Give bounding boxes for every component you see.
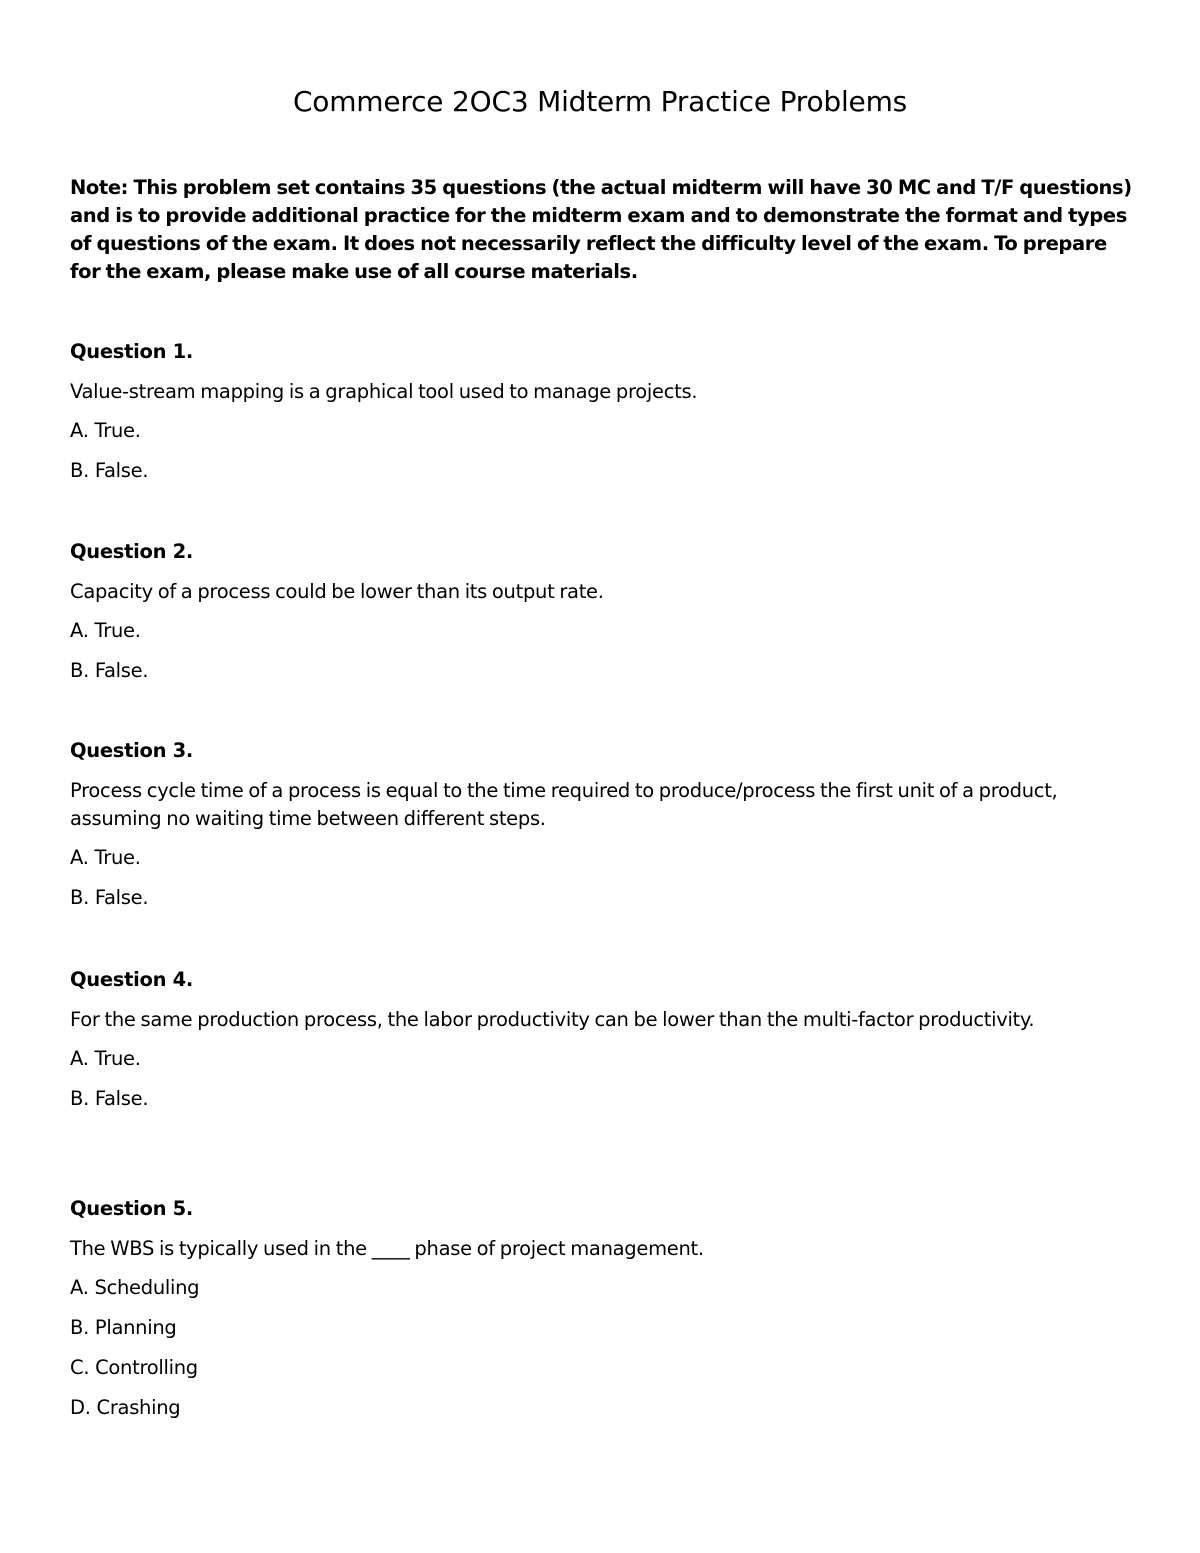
page-title: Commerce 2OC3 Midterm Practice Problems (292, 85, 908, 118)
question-text: Value-stream mapping is a graphical tool used to manage projects. (70, 380, 698, 403)
answer-option-b: B. False. (70, 886, 149, 909)
question-3 (70, 738, 1135, 924)
answer-option-c: C. Controlling (70, 1356, 198, 1379)
question-2 (70, 539, 1135, 697)
question-heading: Question 1. (70, 340, 194, 363)
answer-option-d: D. Crashing (70, 1396, 181, 1419)
question-4 (70, 967, 1135, 1125)
answer-option-a: A. True. (70, 619, 141, 642)
question-heading: Question 5. (70, 1197, 194, 1220)
question-text: Process cycle time of a process is equal to the time required to produce/process the first unit of a product, assuming no waiting time between different steps. (70, 779, 1058, 830)
answer-option-b: B. Planning (70, 1316, 177, 1339)
question-text: The WBS is typically used in the ____ phase of project management. (70, 1237, 704, 1260)
question-text: For the same production process, the labor productivity can be lower than the multi-factor productivity. (70, 1008, 1035, 1031)
answer-option-a: A. True. (70, 419, 141, 442)
question-heading: Question 4. (70, 968, 194, 991)
question-heading: Question 3. (70, 739, 194, 762)
question-5 (70, 1196, 1135, 1434)
answer-option-a: A. Scheduling (70, 1276, 200, 1299)
intro-note: Note: This problem set contains 35 questions (the actual midterm will have 30 MC and T/F questions) and is to provide additional practice for the midterm exam and to demonstrate the format and types of questions of the exam. It does not necessarily reflect the difficulty level of the exam. To prepare for the exam, please make use of all course materials. (70, 176, 1132, 283)
question-heading: Question 2. (70, 540, 194, 563)
answer-option-a: A. True. (70, 846, 141, 869)
answer-option-a: A. True. (70, 1047, 141, 1070)
answer-option-b: B. False. (70, 659, 149, 682)
question-1 (70, 339, 1135, 497)
answer-option-b: B. False. (70, 459, 149, 482)
question-text: Capacity of a process could be lower than its output rate. (70, 580, 604, 603)
answer-option-b: B. False. (70, 1087, 149, 1110)
